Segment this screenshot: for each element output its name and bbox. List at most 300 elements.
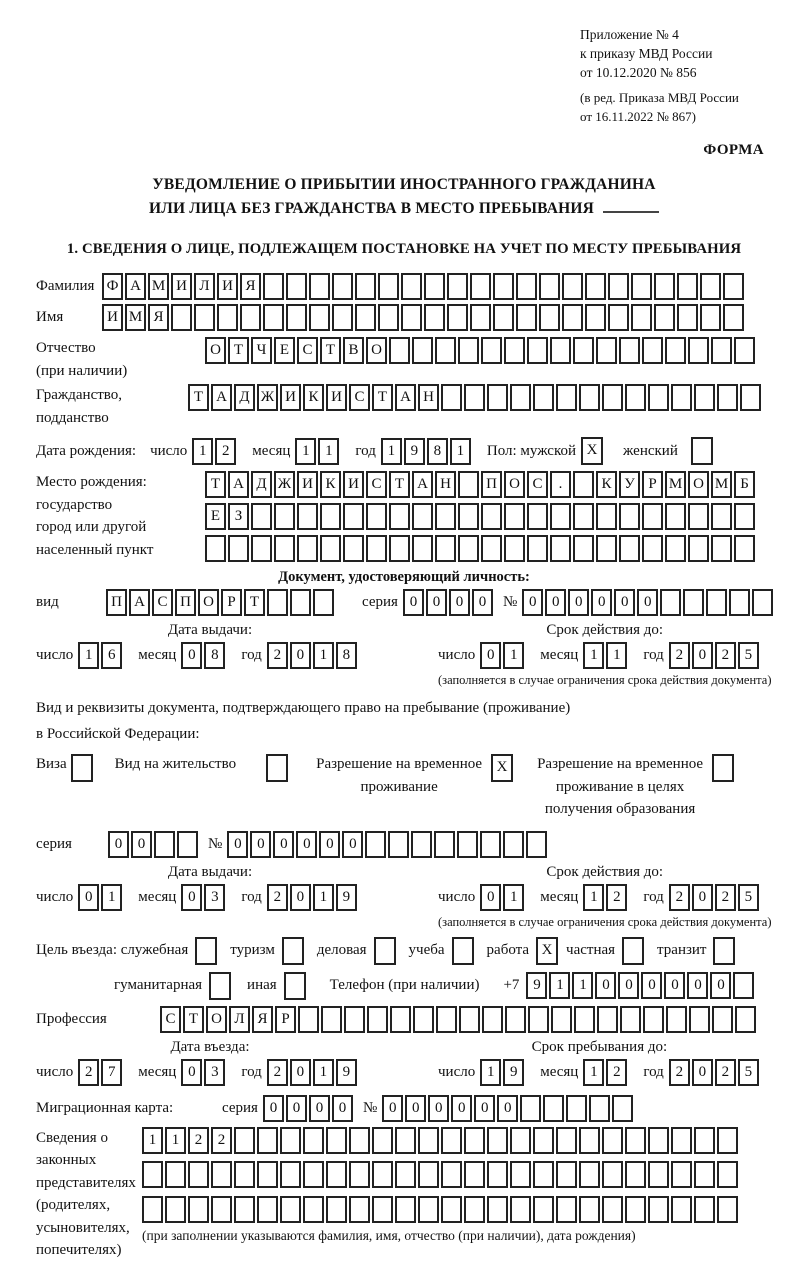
- char-box[interactable]: [596, 503, 617, 530]
- char-box[interactable]: [470, 273, 491, 300]
- char-box[interactable]: И: [171, 273, 192, 300]
- char-box[interactable]: [642, 337, 663, 364]
- char-box[interactable]: [579, 1196, 600, 1223]
- char-box[interactable]: [654, 273, 675, 300]
- char-box[interactable]: [290, 589, 311, 616]
- char-box[interactable]: [556, 1127, 577, 1154]
- char-box[interactable]: 1: [142, 1127, 163, 1154]
- char-box[interactable]: [188, 1196, 209, 1223]
- char-box[interactable]: Р: [642, 471, 663, 498]
- char-box[interactable]: 0: [428, 1095, 449, 1122]
- char-box[interactable]: 0: [263, 1095, 284, 1122]
- char-box[interactable]: [487, 1161, 508, 1188]
- char-box[interactable]: 0: [319, 831, 340, 858]
- char-box[interactable]: [217, 304, 238, 331]
- char-box[interactable]: 0: [181, 642, 202, 669]
- char-box[interactable]: [671, 1161, 692, 1188]
- char-box[interactable]: [671, 1196, 692, 1223]
- char-box[interactable]: С: [366, 471, 387, 498]
- char-box[interactable]: 0: [595, 972, 616, 999]
- char-box[interactable]: 0: [687, 972, 708, 999]
- char-box[interactable]: [481, 503, 502, 530]
- char-box[interactable]: [527, 535, 548, 562]
- char-box[interactable]: [355, 273, 376, 300]
- char-box[interactable]: [573, 337, 594, 364]
- char-box[interactable]: [284, 972, 306, 1000]
- char-box[interactable]: [171, 304, 192, 331]
- char-box[interactable]: 1: [583, 1059, 604, 1086]
- char-box[interactable]: [372, 1127, 393, 1154]
- char-box[interactable]: [504, 337, 525, 364]
- char-box[interactable]: 0: [382, 1095, 403, 1122]
- char-box[interactable]: [267, 589, 288, 616]
- char-box[interactable]: [390, 1006, 411, 1033]
- char-box[interactable]: [602, 1161, 623, 1188]
- char-box[interactable]: 2: [188, 1127, 209, 1154]
- char-box[interactable]: [274, 535, 295, 562]
- char-box[interactable]: 8: [427, 438, 448, 465]
- char-box[interactable]: М: [665, 471, 686, 498]
- char-box[interactable]: [418, 1196, 439, 1223]
- char-box[interactable]: [251, 535, 272, 562]
- char-box[interactable]: [551, 1006, 572, 1033]
- char-box[interactable]: [717, 1196, 738, 1223]
- char-box[interactable]: [612, 1095, 633, 1122]
- char-box[interactable]: Е: [274, 337, 295, 364]
- char-box[interactable]: С: [160, 1006, 181, 1033]
- char-box[interactable]: [349, 1161, 370, 1188]
- char-box[interactable]: [457, 831, 478, 858]
- char-box[interactable]: Д: [234, 384, 255, 411]
- char-box[interactable]: [694, 384, 715, 411]
- char-box[interactable]: О: [366, 337, 387, 364]
- char-box[interactable]: [711, 535, 732, 562]
- char-box[interactable]: [309, 304, 330, 331]
- char-box[interactable]: 0: [692, 1059, 713, 1086]
- char-box[interactable]: [441, 384, 462, 411]
- char-box[interactable]: Т: [205, 471, 226, 498]
- char-box[interactable]: [326, 1127, 347, 1154]
- char-box[interactable]: [412, 535, 433, 562]
- char-box[interactable]: [211, 1161, 232, 1188]
- char-box[interactable]: [343, 503, 364, 530]
- char-box[interactable]: [631, 304, 652, 331]
- char-box[interactable]: [298, 1006, 319, 1033]
- char-box[interactable]: [665, 535, 686, 562]
- char-box[interactable]: [464, 1196, 485, 1223]
- char-box[interactable]: 0: [641, 972, 662, 999]
- char-box[interactable]: [378, 273, 399, 300]
- char-box[interactable]: 0: [290, 1059, 311, 1086]
- char-box[interactable]: [480, 831, 501, 858]
- char-box[interactable]: [188, 1161, 209, 1188]
- char-box[interactable]: О: [198, 589, 219, 616]
- char-box[interactable]: [313, 589, 334, 616]
- char-box[interactable]: [543, 1095, 564, 1122]
- char-box[interactable]: [700, 273, 721, 300]
- char-box[interactable]: Д: [251, 471, 272, 498]
- char-box[interactable]: П: [175, 589, 196, 616]
- char-box[interactable]: [734, 337, 755, 364]
- char-box[interactable]: [436, 1006, 457, 1033]
- char-box[interactable]: [286, 304, 307, 331]
- char-box[interactable]: 0: [692, 884, 713, 911]
- char-box[interactable]: 9: [503, 1059, 524, 1086]
- char-box[interactable]: [510, 384, 531, 411]
- char-box[interactable]: 6: [101, 642, 122, 669]
- char-box[interactable]: [441, 1196, 462, 1223]
- char-box[interactable]: [550, 337, 571, 364]
- char-box[interactable]: 3: [204, 1059, 225, 1086]
- char-box[interactable]: 1: [549, 972, 570, 999]
- char-box[interactable]: И: [297, 471, 318, 498]
- char-box[interactable]: 2: [267, 1059, 288, 1086]
- char-box[interactable]: [395, 1127, 416, 1154]
- char-box[interactable]: 0: [309, 1095, 330, 1122]
- char-box[interactable]: Ж: [257, 384, 278, 411]
- char-box[interactable]: X: [581, 437, 603, 465]
- char-box[interactable]: Е: [205, 503, 226, 530]
- char-box[interactable]: 0: [710, 972, 731, 999]
- char-box[interactable]: [165, 1161, 186, 1188]
- char-box[interactable]: 1: [381, 438, 402, 465]
- char-box[interactable]: [533, 1196, 554, 1223]
- char-box[interactable]: [688, 337, 709, 364]
- char-box[interactable]: А: [228, 471, 249, 498]
- char-box[interactable]: 2: [669, 1059, 690, 1086]
- char-box[interactable]: [412, 337, 433, 364]
- char-box[interactable]: [401, 304, 422, 331]
- char-box[interactable]: [435, 535, 456, 562]
- char-box[interactable]: К: [303, 384, 324, 411]
- char-box[interactable]: [303, 1196, 324, 1223]
- char-box[interactable]: [71, 754, 93, 782]
- char-box[interactable]: [625, 1127, 646, 1154]
- char-box[interactable]: 8: [336, 642, 357, 669]
- char-box[interactable]: 5: [738, 884, 759, 911]
- char-box[interactable]: [528, 1006, 549, 1033]
- char-box[interactable]: [297, 535, 318, 562]
- char-box[interactable]: [665, 337, 686, 364]
- char-box[interactable]: [441, 1161, 462, 1188]
- char-box[interactable]: [574, 1006, 595, 1033]
- char-box[interactable]: [539, 304, 560, 331]
- char-box[interactable]: [251, 503, 272, 530]
- char-box[interactable]: [665, 503, 686, 530]
- char-box[interactable]: [412, 503, 433, 530]
- char-box[interactable]: 2: [715, 642, 736, 669]
- char-box[interactable]: [452, 937, 474, 965]
- char-box[interactable]: 0: [332, 1095, 353, 1122]
- char-box[interactable]: 0: [108, 831, 129, 858]
- char-box[interactable]: [459, 1006, 480, 1033]
- char-box[interactable]: П: [106, 589, 127, 616]
- char-box[interactable]: 1: [503, 884, 524, 911]
- char-box[interactable]: [717, 1127, 738, 1154]
- char-box[interactable]: 7: [101, 1059, 122, 1086]
- char-box[interactable]: 0: [545, 589, 566, 616]
- char-box[interactable]: [395, 1196, 416, 1223]
- char-box[interactable]: 9: [404, 438, 425, 465]
- char-box[interactable]: [619, 503, 640, 530]
- char-box[interactable]: [723, 273, 744, 300]
- char-box[interactable]: [566, 1095, 587, 1122]
- char-box[interactable]: К: [320, 471, 341, 498]
- char-box[interactable]: [648, 1161, 669, 1188]
- char-box[interactable]: [700, 304, 721, 331]
- char-box[interactable]: [713, 937, 735, 965]
- char-box[interactable]: [579, 384, 600, 411]
- char-box[interactable]: И: [217, 273, 238, 300]
- char-box[interactable]: Я: [252, 1006, 273, 1033]
- char-box[interactable]: 1: [192, 438, 213, 465]
- char-box[interactable]: 0: [405, 1095, 426, 1122]
- char-box[interactable]: 2: [78, 1059, 99, 1086]
- char-box[interactable]: 1: [503, 642, 524, 669]
- char-box[interactable]: [660, 589, 681, 616]
- char-box[interactable]: [602, 384, 623, 411]
- char-box[interactable]: [539, 273, 560, 300]
- char-box[interactable]: 1: [78, 642, 99, 669]
- char-box[interactable]: 9: [336, 1059, 357, 1086]
- char-box[interactable]: [677, 273, 698, 300]
- char-box[interactable]: [464, 1127, 485, 1154]
- char-box[interactable]: [481, 337, 502, 364]
- char-box[interactable]: [165, 1196, 186, 1223]
- char-box[interactable]: [282, 937, 304, 965]
- char-box[interactable]: [694, 1196, 715, 1223]
- char-box[interactable]: [389, 535, 410, 562]
- char-box[interactable]: [585, 304, 606, 331]
- char-box[interactable]: [527, 503, 548, 530]
- char-box[interactable]: 1: [583, 884, 604, 911]
- char-box[interactable]: 1: [295, 438, 316, 465]
- char-box[interactable]: [481, 535, 502, 562]
- char-box[interactable]: [648, 1196, 669, 1223]
- char-box[interactable]: [366, 535, 387, 562]
- char-box[interactable]: 0: [181, 884, 202, 911]
- char-box[interactable]: 1: [313, 884, 334, 911]
- char-box[interactable]: [372, 1161, 393, 1188]
- char-box[interactable]: [257, 1127, 278, 1154]
- char-box[interactable]: [240, 304, 261, 331]
- char-box[interactable]: 0: [426, 589, 447, 616]
- char-box[interactable]: [321, 1006, 342, 1033]
- char-box[interactable]: [447, 304, 468, 331]
- char-box[interactable]: [343, 535, 364, 562]
- char-box[interactable]: [533, 1161, 554, 1188]
- char-box[interactable]: X: [536, 937, 558, 965]
- char-box[interactable]: [257, 1196, 278, 1223]
- char-box[interactable]: X: [491, 754, 513, 782]
- char-box[interactable]: Л: [229, 1006, 250, 1033]
- char-box[interactable]: 2: [267, 642, 288, 669]
- char-box[interactable]: 0: [480, 642, 501, 669]
- char-box[interactable]: [424, 273, 445, 300]
- char-box[interactable]: [691, 437, 713, 465]
- char-box[interactable]: О: [504, 471, 525, 498]
- char-box[interactable]: 1: [606, 642, 627, 669]
- char-box[interactable]: З: [228, 503, 249, 530]
- char-box[interactable]: Т: [244, 589, 265, 616]
- char-box[interactable]: 1: [572, 972, 593, 999]
- char-box[interactable]: [493, 273, 514, 300]
- char-box[interactable]: Б: [734, 471, 755, 498]
- char-box[interactable]: [620, 1006, 641, 1033]
- char-box[interactable]: [666, 1006, 687, 1033]
- char-box[interactable]: 2: [606, 1059, 627, 1086]
- char-box[interactable]: 0: [497, 1095, 518, 1122]
- char-box[interactable]: [142, 1196, 163, 1223]
- char-box[interactable]: 5: [738, 642, 759, 669]
- char-box[interactable]: [642, 535, 663, 562]
- char-box[interactable]: [458, 503, 479, 530]
- char-box[interactable]: [516, 304, 537, 331]
- char-box[interactable]: [209, 972, 231, 1000]
- char-box[interactable]: [712, 754, 734, 782]
- char-box[interactable]: [711, 503, 732, 530]
- char-box[interactable]: 0: [78, 884, 99, 911]
- char-box[interactable]: [441, 1127, 462, 1154]
- char-box[interactable]: [527, 337, 548, 364]
- char-box[interactable]: [320, 535, 341, 562]
- char-box[interactable]: [332, 273, 353, 300]
- char-box[interactable]: [142, 1161, 163, 1188]
- char-box[interactable]: [487, 1196, 508, 1223]
- char-box[interactable]: Р: [275, 1006, 296, 1033]
- char-box[interactable]: 1: [450, 438, 471, 465]
- char-box[interactable]: [434, 831, 455, 858]
- char-box[interactable]: [154, 831, 175, 858]
- char-box[interactable]: [389, 337, 410, 364]
- char-box[interactable]: [418, 1161, 439, 1188]
- char-box[interactable]: [556, 384, 577, 411]
- char-box[interactable]: [510, 1161, 531, 1188]
- char-box[interactable]: [625, 1161, 646, 1188]
- char-box[interactable]: Т: [183, 1006, 204, 1033]
- char-box[interactable]: [177, 831, 198, 858]
- char-box[interactable]: 2: [715, 884, 736, 911]
- char-box[interactable]: [733, 972, 754, 999]
- char-box[interactable]: [585, 273, 606, 300]
- char-box[interactable]: [401, 273, 422, 300]
- char-box[interactable]: 0: [472, 589, 493, 616]
- char-box[interactable]: А: [211, 384, 232, 411]
- char-box[interactable]: [526, 831, 547, 858]
- char-box[interactable]: 2: [669, 642, 690, 669]
- char-box[interactable]: [418, 1127, 439, 1154]
- char-box[interactable]: [694, 1161, 715, 1188]
- char-box[interactable]: [280, 1127, 301, 1154]
- char-box[interactable]: [389, 503, 410, 530]
- char-box[interactable]: [503, 831, 524, 858]
- char-box[interactable]: [671, 384, 692, 411]
- char-box[interactable]: [619, 337, 640, 364]
- char-box[interactable]: [562, 273, 583, 300]
- char-box[interactable]: [740, 384, 761, 411]
- char-box[interactable]: И: [343, 471, 364, 498]
- char-box[interactable]: 5: [738, 1059, 759, 1086]
- char-box[interactable]: 0: [286, 1095, 307, 1122]
- char-box[interactable]: [263, 273, 284, 300]
- char-box[interactable]: [625, 384, 646, 411]
- char-box[interactable]: И: [280, 384, 301, 411]
- char-box[interactable]: 0: [296, 831, 317, 858]
- char-box[interactable]: [234, 1127, 255, 1154]
- char-box[interactable]: [344, 1006, 365, 1033]
- char-box[interactable]: [257, 1161, 278, 1188]
- char-box[interactable]: 0: [637, 589, 658, 616]
- char-box[interactable]: 0: [474, 1095, 495, 1122]
- char-box[interactable]: 1: [313, 642, 334, 669]
- char-box[interactable]: [608, 273, 629, 300]
- char-box[interactable]: [642, 503, 663, 530]
- char-box[interactable]: [734, 535, 755, 562]
- char-box[interactable]: [447, 273, 468, 300]
- char-box[interactable]: А: [125, 273, 146, 300]
- char-box[interactable]: [648, 384, 669, 411]
- char-box[interactable]: 2: [715, 1059, 736, 1086]
- char-box[interactable]: С: [527, 471, 548, 498]
- char-box[interactable]: [573, 471, 594, 498]
- char-box[interactable]: Т: [320, 337, 341, 364]
- char-box[interactable]: [365, 831, 386, 858]
- char-box[interactable]: [194, 304, 215, 331]
- char-box[interactable]: 0: [290, 884, 311, 911]
- char-box[interactable]: [411, 831, 432, 858]
- char-box[interactable]: В: [343, 337, 364, 364]
- char-box[interactable]: 0: [403, 589, 424, 616]
- char-box[interactable]: [195, 937, 217, 965]
- char-box[interactable]: У: [619, 471, 640, 498]
- char-box[interactable]: [573, 535, 594, 562]
- char-box[interactable]: [266, 754, 288, 782]
- char-box[interactable]: 3: [204, 884, 225, 911]
- char-box[interactable]: 0: [692, 642, 713, 669]
- char-box[interactable]: [458, 535, 479, 562]
- char-box[interactable]: [734, 503, 755, 530]
- char-box[interactable]: [712, 1006, 733, 1033]
- char-box[interactable]: Я: [148, 304, 169, 331]
- char-box[interactable]: [372, 1196, 393, 1223]
- char-box[interactable]: Т: [228, 337, 249, 364]
- char-box[interactable]: 1: [583, 642, 604, 669]
- char-box[interactable]: [631, 273, 652, 300]
- char-box[interactable]: 9: [336, 884, 357, 911]
- char-box[interactable]: [211, 1196, 232, 1223]
- char-box[interactable]: Р: [221, 589, 242, 616]
- char-box[interactable]: 2: [606, 884, 627, 911]
- char-box[interactable]: А: [395, 384, 416, 411]
- char-box[interactable]: [228, 535, 249, 562]
- char-box[interactable]: [573, 503, 594, 530]
- char-box[interactable]: [458, 471, 479, 498]
- char-box[interactable]: [688, 503, 709, 530]
- char-box[interactable]: 2: [669, 884, 690, 911]
- char-box[interactable]: [326, 1196, 347, 1223]
- char-box[interactable]: [388, 831, 409, 858]
- char-box[interactable]: [602, 1196, 623, 1223]
- char-box[interactable]: Ф: [102, 273, 123, 300]
- char-box[interactable]: [619, 535, 640, 562]
- char-box[interactable]: А: [412, 471, 433, 498]
- char-box[interactable]: [435, 503, 456, 530]
- char-box[interactable]: [464, 384, 485, 411]
- char-box[interactable]: [717, 1161, 738, 1188]
- char-box[interactable]: [505, 1006, 526, 1033]
- char-box[interactable]: [597, 1006, 618, 1033]
- char-box[interactable]: [464, 1161, 485, 1188]
